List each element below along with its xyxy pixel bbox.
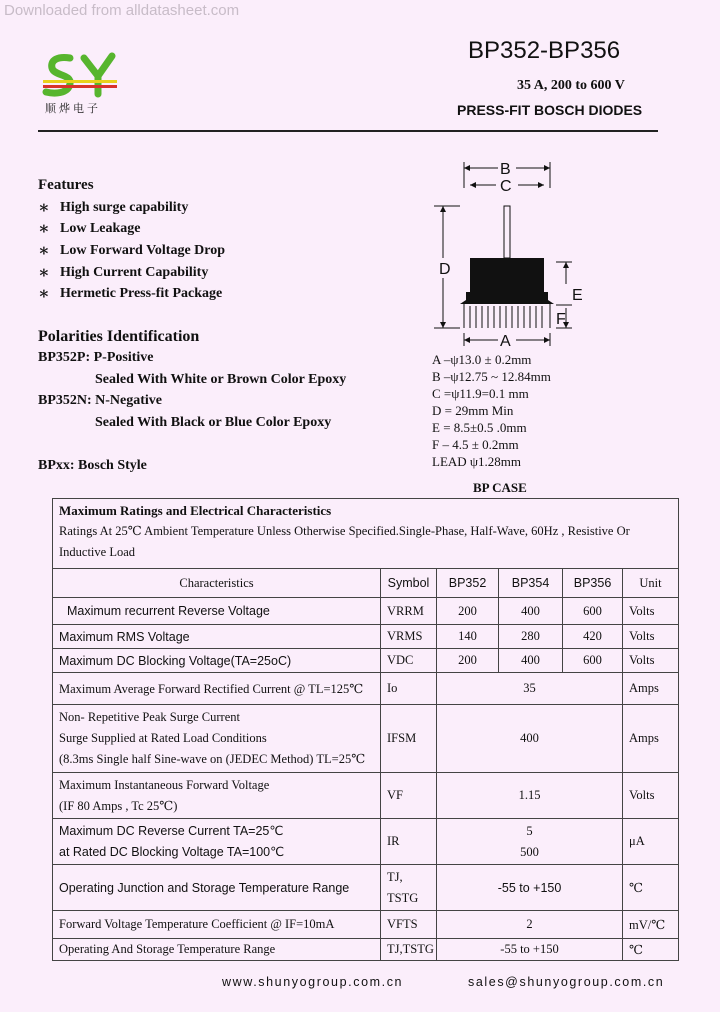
dim-label-d: D <box>439 261 451 278</box>
footer-website: www.shunyogroup.com.cn <box>222 975 404 989</box>
dimension-row: D = 29mm Min <box>432 403 514 418</box>
feature-item: ∗ Hermetic Press-fit Package <box>38 284 223 304</box>
feature-item: ∗ High Current Capability <box>38 262 209 282</box>
dimension-row: C =ψ11.9=0.1 mm <box>432 386 529 401</box>
header-symbol: Symbol <box>381 569 437 598</box>
table-row: Forward Voltage Temperature Coefficient @ IF=10mA VFTS 2 mV/℃ <box>53 911 679 939</box>
dimension-row: A –ψ13.0 ± 0.2mm <box>432 352 532 367</box>
product-type: PRESS-FIT BOSCH DIODES <box>457 102 643 118</box>
page-title: BP352-BP356 <box>468 37 621 64</box>
dim-label-f: F <box>556 311 566 328</box>
bullet-icon: ∗ <box>38 262 50 282</box>
polarity-p-desc: Sealed With White or Brown Color Epoxy <box>95 372 347 387</box>
diode-outline-diagram <box>430 158 600 348</box>
header-bp356: BP356 <box>563 569 623 598</box>
table-row: Maximum Average Forward Rectified Current @ TL=125℃ Io 35 Amps <box>53 673 679 705</box>
header-characteristics: Characteristics <box>53 569 381 598</box>
features-list <box>38 197 225 305</box>
feature-item: ∗ Low Forward Voltage Drop <box>38 240 226 260</box>
feature-item: ∗ Low Leakage <box>38 219 141 239</box>
table-row: Operating Junction and Storage Temperature Range TJ, TSTG -55 to +150 ℃ <box>53 865 679 911</box>
table-row: Non- Repetitive Peak Surge Current Surge Supplied at Rated Load Conditions (8.3ms Single half Sine-wave on (JEDEC Method) TL=25℃ IFSM 400 Amps <box>53 705 679 773</box>
watermark-text: Downloaded from alldatasheet.com <box>4 2 240 19</box>
dimension-row: LEAD ψ1.28mm <box>432 454 522 469</box>
bullet-icon: ∗ <box>38 240 50 260</box>
table-row: Maximum DC Reverse Current TA=25℃ at Rated DC Blocking Voltage TA=100℃ IR 5 500 μA <box>53 819 679 865</box>
polarity-p-label: BP352P: P-Positive <box>38 350 154 365</box>
header-unit: Unit <box>623 569 679 598</box>
table-header-row <box>53 569 679 598</box>
logo-subtitle: 顺烨电子 <box>45 103 101 115</box>
logo-graphic <box>43 56 117 94</box>
dim-label-a: A <box>500 333 511 348</box>
dim-label-c: C <box>500 178 512 195</box>
table-row: Maximum DC Blocking Voltage(TA=25oC) VDC 200 400 600 Volts <box>53 649 679 673</box>
feature-item: ∗ High surge capability <box>38 197 189 217</box>
bullet-icon: ∗ <box>38 197 50 217</box>
bullet-icon: ∗ <box>38 219 50 239</box>
dimension-row: F – 4.5 ± 0.2mm <box>432 437 519 452</box>
rating-subtitle: 35 A, 200 to 600 V <box>517 78 625 93</box>
dimension-row: B –ψ12.75 ~ 12.84mm <box>432 369 551 384</box>
table-row: Maximum recurrent Reverse Voltage VRRM 200 400 600 Volts <box>53 598 679 625</box>
polarity-n-label: BP352N: N-Negative <box>38 393 163 408</box>
polarity-n-desc: Sealed With Black or Blue Color Epoxy <box>95 415 332 430</box>
case-label: BP CASE <box>473 480 527 495</box>
ratings-table-container <box>52 498 678 961</box>
dim-label-e: E <box>572 287 583 304</box>
dimension-row: E = 8.5±0.5 .0mm <box>432 420 527 435</box>
header-bp352: BP352 <box>437 569 499 598</box>
bullet-icon: ∗ <box>38 284 50 304</box>
footer-email: sales@shunyogroup.com.cn <box>468 975 665 989</box>
header-bp354: BP354 <box>499 569 563 598</box>
ratings-table <box>52 498 679 961</box>
table-row: Maximum RMS Voltage VRMS 140 280 420 Volts <box>53 625 679 649</box>
features-heading: Features <box>38 177 94 193</box>
table-title: Maximum Ratings and Electrical Characteristics <box>53 499 679 520</box>
package-style: BPxx: Bosch Style <box>38 458 147 473</box>
polarities-heading: Polarities Identification <box>38 328 200 345</box>
table-note: Ratings At 25℃ Ambient Temperature Unless Otherwise Specified.Single-Phase, Half-Wave, 60Hz , Resistive Or Inductive Load <box>53 519 679 569</box>
header-divider <box>38 130 658 132</box>
company-logo <box>40 52 130 100</box>
table-row: Maximum Instantaneous Forward Voltage (IF 80 Amps , Tc 25℃) VF 1.15 Volts <box>53 773 679 819</box>
dim-label-b: B <box>500 161 511 178</box>
dimensions-list <box>432 351 551 470</box>
table-row: Operating And Storage Temperature Range TJ,TSTG -55 to +150 ℃ <box>53 939 679 961</box>
